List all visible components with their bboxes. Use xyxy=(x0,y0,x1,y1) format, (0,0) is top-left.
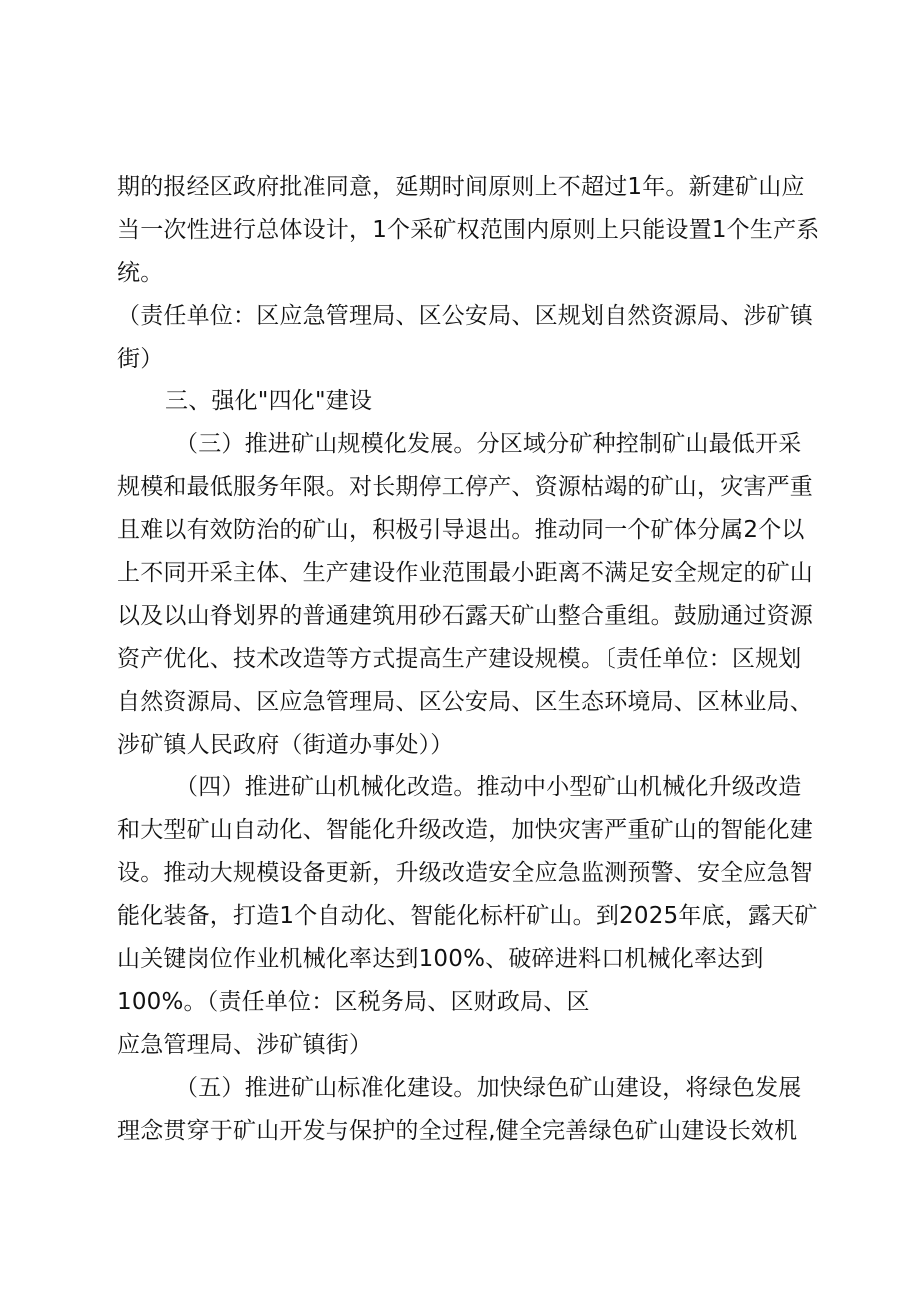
text-line: 和大型矿山自动化、智能化升级改造，加快灾害严重矿山的智能化建 xyxy=(117,817,813,844)
text-line: 涉矿镇人民政府（街道办事处）） xyxy=(117,731,454,758)
text-line: （四）推进矿山机械化改造。推动中小型矿山机械化升级改造 xyxy=(175,774,802,801)
text-line: 理念贯穿于矿山开发与保护的全过程,健全完善绿色矿山建设长效机 xyxy=(117,1117,798,1144)
text-line: 街） xyxy=(117,345,164,372)
text-line: 统。 xyxy=(117,259,164,286)
text-line: 资产优化、技术改造等方式提高生产建设规模。〔责任单位：区规划 xyxy=(117,645,802,672)
text-line: 当一次性进行总体设计，1个采矿权范围内原则上只能设置1个生产系 xyxy=(117,216,820,243)
text-line: （三）推进矿山规模化发展。分区域分矿种控制矿山最低开采 xyxy=(175,431,802,458)
text-line: 上不同开采主体、生产建设作业范围最小距离不满足安全规定的矿山 xyxy=(117,560,813,587)
text-line: 能化装备，打造1个自动化、智能化标杆矿山。到2025年底，露天矿 xyxy=(117,903,818,930)
text-line: 应急管理局、涉矿镇街） xyxy=(117,1031,373,1058)
text-line: 设。推动大规模设备更新，升级改造安全应急监测预警、安全应急智 xyxy=(117,860,813,887)
text-line: 且难以有效防治的矿山，积极引导退出。推动同一个矿体分属2个以 xyxy=(117,517,805,544)
text-line: （责任单位：区应急管理局、区公安局、区规划自然资源局、涉矿镇 xyxy=(117,302,813,329)
text-line: （五）推进矿山标准化建设。加快绿色矿山建设，将绿色发展 xyxy=(175,1074,802,1101)
text-line: 期的报经区政府批准同意，延期时间原则上不超过1年。新建矿山应 xyxy=(117,174,805,200)
document-page xyxy=(117,166,820,1152)
text-line: 山关键岗位作业机械化率达到100%、破碎进料口机械化率达到 xyxy=(117,946,764,973)
section-heading: 三、强化"四化"建设 xyxy=(165,388,373,415)
text-line: 规模和最低服务年限。对长期停工停产、资源枯竭的矿山，灾害严重 xyxy=(117,474,813,501)
text-line: 自然资源局、区应急管理局、区公安局、区生态环境局、区林业局、 xyxy=(117,688,813,715)
text-line: 100%。（责任单位：区税务局、区财政局、区 xyxy=(117,988,590,1015)
text-line: 以及以山脊划界的普通建筑用砂石露天矿山整合重组。鼓励通过资源 xyxy=(117,602,813,629)
